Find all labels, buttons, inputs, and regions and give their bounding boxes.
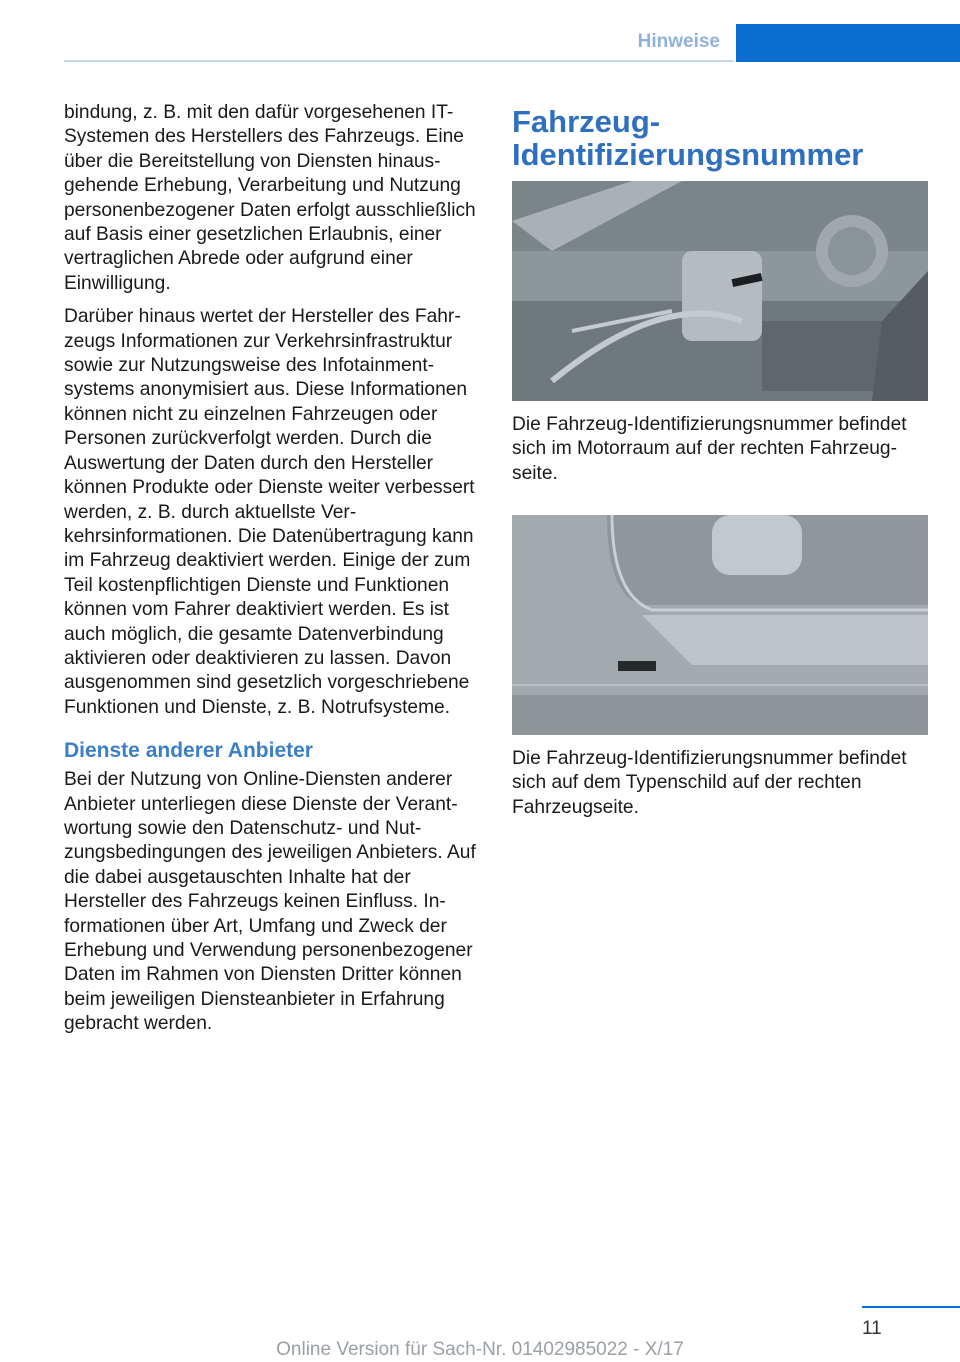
- door-sill-image: [512, 515, 928, 735]
- paragraph-3: Bei der Nutzung von Online-Diensten anderer Anbieter unterliegen diese Dienste der Verantwortung sowie den Datenschutz- und Nutzungsbedingungen des jeweiligen Anbieters. Auf die dabei ausgetauschten Inhalte hat der Hersteller des Fahrzeugs keinen Einfluss. Informationen über Art, Umfang und Zweck der Erhebung und Verwendung personenbezogener Daten im Rahmen von Diensten Dritter können beim jeweiligen Diensteanbieter in Erfahrung gebracht werden.: [64, 769, 476, 1035]
- engine-bay-illustration: [512, 181, 928, 401]
- engine-bay-image: [512, 181, 928, 401]
- page-number: 11: [862, 1318, 882, 1339]
- left-column: [64, 101, 482, 1046]
- caption-engine-bay: Die Fahrzeug-Identifizierungsnummer befindet sich im Motorraum auf der rechten Fahrzeugseite.: [512, 414, 907, 484]
- paragraph-2: Darüber hinaus wertet der Hersteller des Fahrzeugs Informationen zur Verkehrsinfrastruktur sowie zur Nutzungsweise des Infotainmentsystems anonymisiert aus. Diese Informationen können nicht zu einzelnen Fahrzeugen oder Personen zurückverfolgt werden. Durch die Auswertung der Daten durch den Hersteller können Produkte oder Dienste weiter verbessert werden, z. B. durch aktuellste Verkehrsinformationen. Die Datenübertragung kann im Fahrzeug deaktiviert werden. Einige der zum Teil kostenpflichtigen Dienste und Funktionen können vom Fahrer deaktiviert werden. Es ist auch möglich, die gesamte Datenverbindung aktivieren oder deaktivieren zu lassen. Davon ausgenommen sind gesetzlich vorgeschriebene Funktionen und Dienste, z. B. Notrufsysteme.: [64, 306, 475, 718]
- door-sill-illustration: [512, 515, 928, 735]
- section-heading: Dienste anderer Anbieter: [64, 739, 313, 763]
- section-label: Hinweise: [637, 31, 720, 52]
- paragraph-1: bindung, z. B. mit den dafür vorgesehenen IT-Systemen des Herstellers des Fahrzeugs. Eine über die Bereitstellung von Diensten hinausgehende Erhebung, Verarbeitung und Nutzung personenbezogener Daten erfolgt ausschließlich auf Basis einer gesetzlichen Erlaubnis, einer vertraglichen Abrede oder aufgrund einer Einwilligung.: [64, 102, 476, 294]
- online-version-footer: Online Version für Sach-Nr. 01402985022 - X/17: [276, 1339, 684, 1360]
- footer-rule: [862, 1306, 960, 1308]
- caption-type-plate: Die Fahrzeug-Identifizierungsnummer befindet sich auf dem Typenschild auf der rechten Fahrzeugseite.: [512, 748, 907, 818]
- header-accent-block: [736, 24, 960, 62]
- header-rule: [64, 60, 734, 62]
- page-title: Fahrzeug-Identifizierungsnummer: [512, 104, 864, 172]
